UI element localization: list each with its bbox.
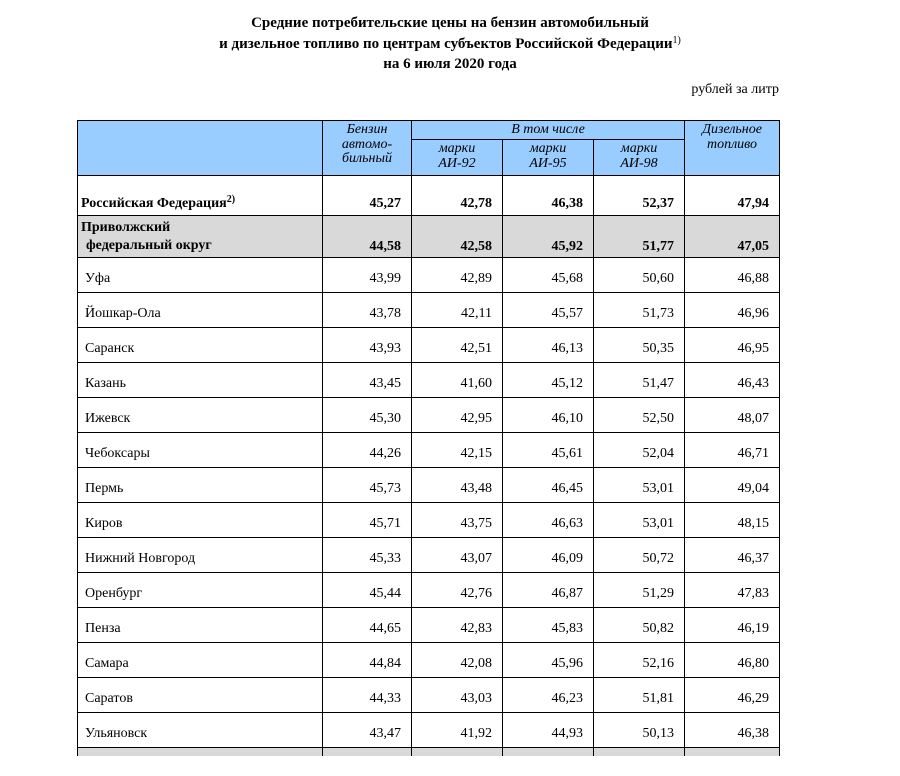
city-ai95-price: 45,96 — [503, 643, 594, 678]
footnote-1-marker: 1) — [672, 34, 681, 46]
city-name: Пермь — [78, 468, 323, 503]
city-gasoline-price: 43,45 — [323, 363, 412, 398]
header-gasoline-line2: автомо- — [341, 136, 393, 152]
city-gasoline-price: 45,33 — [323, 538, 412, 573]
city-row — [78, 573, 780, 608]
city-ai98-price: 51,47 — [594, 363, 685, 398]
district-name-line1: Приволжский — [81, 220, 171, 235]
city-ai92-price: 43,07 — [412, 538, 503, 573]
city-ai92-price: 42,83 — [412, 608, 503, 643]
city-diesel-price: 48,15 — [685, 503, 780, 538]
city-row — [78, 328, 780, 363]
city-ai95-price: 45,12 — [503, 363, 594, 398]
city-name: Оренбург — [78, 573, 323, 608]
city-ai98-price: 53,01 — [594, 503, 685, 538]
city-gasoline-price: 43,93 — [323, 328, 412, 363]
header-ai95-line2: АИ-95 — [529, 155, 567, 171]
city-ai98-price: 53,01 — [594, 468, 685, 503]
header-ai98-line2: АИ-98 — [620, 155, 658, 171]
city-diesel-price: 48,07 — [685, 398, 780, 433]
city-diesel-price: 46,88 — [685, 258, 780, 293]
city-name: Киров — [78, 503, 323, 538]
header-ai92-line1: марки — [438, 141, 476, 156]
city-ai92-price: 41,92 — [412, 713, 503, 748]
city-name: Нижний Новгород — [78, 538, 323, 573]
city-row — [78, 713, 780, 748]
rf-gasoline: 45,27 — [323, 176, 412, 216]
city-gasoline-price: 45,44 — [323, 573, 412, 608]
partial-cell — [323, 748, 412, 757]
header-diesel-line1: Дизельное — [702, 122, 762, 137]
city-gasoline-price: 45,30 — [323, 398, 412, 433]
city-diesel-price: 46,37 — [685, 538, 780, 573]
city-diesel-price: 46,80 — [685, 643, 780, 678]
header-ai98-line1: марки — [620, 141, 658, 156]
city-ai92-price: 43,75 — [412, 503, 503, 538]
header-gasoline-line3: бильный — [342, 151, 392, 166]
city-ai95-price: 45,57 — [503, 293, 594, 328]
city-diesel-price: 46,43 — [685, 363, 780, 398]
city-ai92-price: 42,89 — [412, 258, 503, 293]
header-ai92-line2: АИ-92 — [438, 155, 476, 171]
city-gasoline-price: 45,71 — [323, 503, 412, 538]
header-diesel-line2: топливо — [706, 136, 758, 152]
city-ai98-price: 51,73 — [594, 293, 685, 328]
partial-cell — [412, 748, 503, 757]
district-diesel: 47,05 — [685, 216, 780, 258]
city-ai98-price: 50,35 — [594, 328, 685, 363]
city-diesel-price: 49,04 — [685, 468, 780, 503]
city-row — [78, 258, 780, 293]
city-ai95-price: 45,61 — [503, 433, 594, 468]
city-name: Уфа — [78, 258, 323, 293]
city-ai95-price: 46,87 — [503, 573, 594, 608]
city-name: Саратов — [78, 678, 323, 713]
district-row — [78, 216, 780, 258]
city-diesel-price: 47,83 — [685, 573, 780, 608]
city-row — [78, 503, 780, 538]
rf-ai95: 46,38 — [503, 176, 594, 216]
header-diesel — [685, 121, 780, 176]
city-name: Пенза — [78, 608, 323, 643]
city-row — [78, 538, 780, 573]
city-ai95-price: 46,63 — [503, 503, 594, 538]
city-ai95-price: 46,45 — [503, 468, 594, 503]
city-ai95-price: 46,23 — [503, 678, 594, 713]
header-ai98 — [594, 140, 685, 176]
city-diesel-price: 46,19 — [685, 608, 780, 643]
city-ai98-price: 51,81 — [594, 678, 685, 713]
header-ai95 — [503, 140, 594, 176]
city-ai98-price: 50,82 — [594, 608, 685, 643]
document-title — [0, 13, 900, 75]
city-gasoline-price: 44,33 — [323, 678, 412, 713]
city-ai95-price: 46,09 — [503, 538, 594, 573]
city-ai98-price: 50,60 — [594, 258, 685, 293]
rf-ai98: 52,37 — [594, 176, 685, 216]
partial-cell — [685, 748, 780, 757]
header-gasoline — [323, 121, 412, 176]
city-diesel-price: 46,38 — [685, 713, 780, 748]
header-including: В том числе — [412, 121, 685, 140]
header-ai95-line1: марки — [529, 141, 567, 156]
header-name-cell — [78, 121, 323, 176]
city-ai92-price: 42,11 — [412, 293, 503, 328]
next-district-row-partial — [78, 748, 780, 757]
city-ai95-price: 46,10 — [503, 398, 594, 433]
city-name: Ульяновск — [78, 713, 323, 748]
partial-cell — [503, 748, 594, 757]
city-ai92-price: 43,03 — [412, 678, 503, 713]
city-ai98-price: 51,29 — [594, 573, 685, 608]
city-name: Ижевск — [78, 398, 323, 433]
header-ai92 — [412, 140, 503, 176]
city-ai95-price: 45,83 — [503, 608, 594, 643]
partial-cell — [594, 748, 685, 757]
city-diesel-price: 46,96 — [685, 293, 780, 328]
rf-row — [78, 176, 780, 216]
city-ai95-price: 44,93 — [503, 713, 594, 748]
district-ai92: 42,58 — [412, 216, 503, 258]
city-gasoline-price: 44,65 — [323, 608, 412, 643]
district-ai95: 45,92 — [503, 216, 594, 258]
city-name: Казань — [78, 363, 323, 398]
city-ai98-price: 52,50 — [594, 398, 685, 433]
partial-cell — [78, 748, 323, 757]
city-row — [78, 433, 780, 468]
rf-name: Российская Федерация — [81, 196, 227, 211]
city-ai92-price: 43,48 — [412, 468, 503, 503]
city-diesel-price: 46,71 — [685, 433, 780, 468]
city-row — [78, 363, 780, 398]
city-row — [78, 293, 780, 328]
city-gasoline-price: 44,84 — [323, 643, 412, 678]
units-label: рублей за литр — [691, 82, 779, 97]
city-gasoline-price: 43,47 — [323, 713, 412, 748]
header-row-1 — [78, 121, 780, 140]
city-gasoline-price: 43,78 — [323, 293, 412, 328]
rf-diesel: 47,94 — [685, 176, 780, 216]
city-row — [78, 608, 780, 643]
city-gasoline-price: 43,99 — [323, 258, 412, 293]
fuel-prices-table — [77, 120, 780, 756]
city-ai92-price: 41,60 — [412, 363, 503, 398]
rf-name-cell — [78, 176, 323, 216]
title-line-2 — [0, 34, 900, 55]
city-ai92-price: 42,08 — [412, 643, 503, 678]
district-name-cell — [78, 216, 323, 258]
district-gasoline: 44,58 — [323, 216, 412, 258]
city-row — [78, 678, 780, 713]
rf-ai92: 42,78 — [412, 176, 503, 216]
city-ai95-price: 46,13 — [503, 328, 594, 363]
header-gasoline-line1: Бензин — [346, 122, 388, 137]
city-ai98-price: 52,04 — [594, 433, 685, 468]
city-name: Йошкар-Ола — [78, 293, 323, 328]
city-ai98-price: 50,13 — [594, 713, 685, 748]
title-line-1: Средние потребительские цены на бензин автомобильный — [251, 15, 649, 31]
title-line-3: на 6 июля 2020 года — [383, 56, 517, 72]
city-ai98-price: 52,16 — [594, 643, 685, 678]
city-ai92-price: 42,76 — [412, 573, 503, 608]
city-name: Саранск — [78, 328, 323, 363]
city-row — [78, 398, 780, 433]
city-ai92-price: 42,15 — [412, 433, 503, 468]
city-row — [78, 643, 780, 678]
city-ai95-price: 45,68 — [503, 258, 594, 293]
city-gasoline-price: 45,73 — [323, 468, 412, 503]
city-ai98-price: 50,72 — [594, 538, 685, 573]
city-gasoline-price: 44,26 — [323, 433, 412, 468]
city-name: Чебоксары — [78, 433, 323, 468]
city-name: Самара — [78, 643, 323, 678]
city-row — [78, 468, 780, 503]
title-line-2-text: и дизельное топливо по центрам субъектов Российской Федерации — [219, 35, 673, 52]
district-name-line2: федеральный округ — [86, 238, 212, 253]
city-diesel-price: 46,29 — [685, 678, 780, 713]
footnote-2-marker: 2) — [226, 194, 236, 205]
city-diesel-price: 46,95 — [685, 328, 780, 363]
city-ai92-price: 42,51 — [412, 328, 503, 363]
city-ai92-price: 42,95 — [412, 398, 503, 433]
district-ai98: 51,77 — [594, 216, 685, 258]
